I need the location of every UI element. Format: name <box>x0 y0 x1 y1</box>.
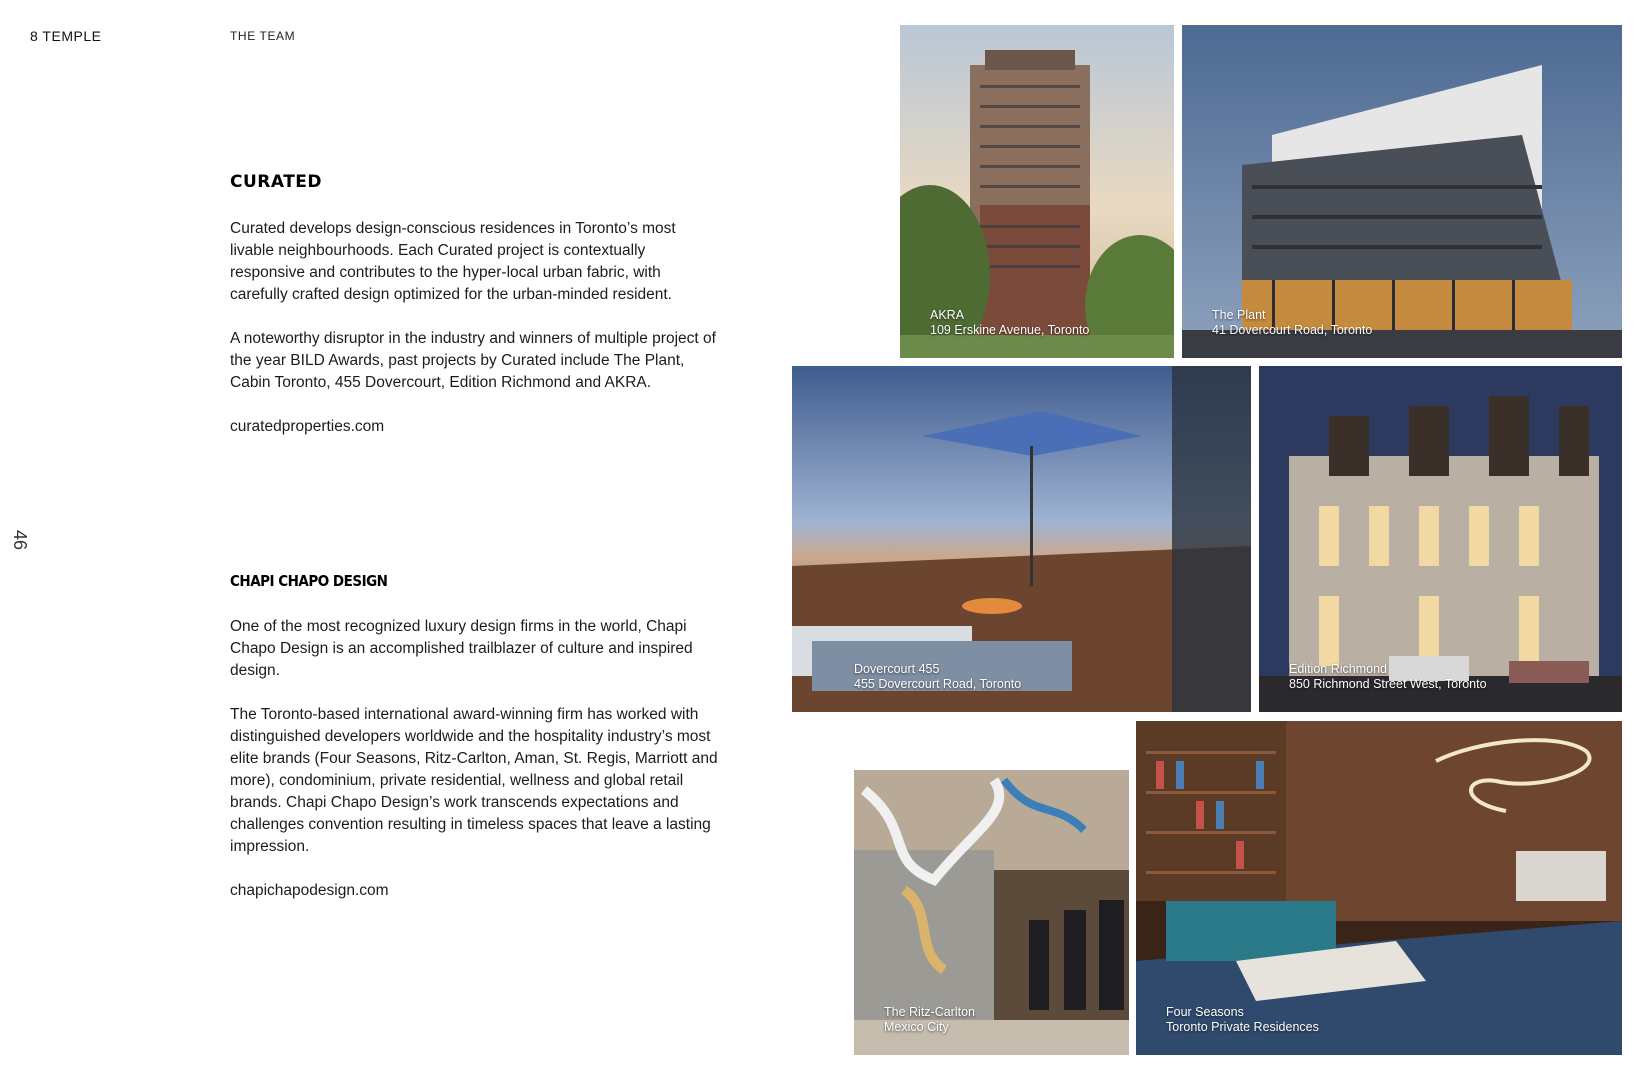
section-label: THE TEAM <box>230 29 296 43</box>
dovercourt-address: 455 Dovercourt Road, Toronto <box>854 677 1022 691</box>
photo-akra <box>900 25 1174 358</box>
plant-name: The Plant <box>1212 308 1266 322</box>
photo-dovercourt-455 <box>792 366 1251 712</box>
curated-section <box>230 172 720 438</box>
fourseasons-name: Four Seasons <box>1166 1005 1244 1019</box>
photo-the-plant <box>1182 25 1622 358</box>
chapi-paragraph-2: The Toronto-based international award-winning firm has worked with distinguished developers worldwide and the hospitality industry’s most elite brands (Four Seasons, Ritz-Carlton, Aman, St. Regis, Marriott and more), condominium, private residential, wellness and global retail brands. Chapi Chapo Design’s work transcends expectations and challenges convention resulting in timeless spaces that leave a lasting impression. <box>230 706 718 855</box>
curated-website-link[interactable]: curatedproperties.com <box>230 418 385 435</box>
brand-logo: 8 TEMPLE <box>30 28 102 44</box>
dovercourt-terrace-illustration <box>792 366 1251 712</box>
curated-paragraph-2: A noteworthy disruptor in the industry and winners of multiple project of the year BILD Awards, past projects by Curated include The Plant, Cabin Toronto, 455 Dovercourt, Edition Richmond and AKRA. <box>230 330 716 391</box>
edition-address: 850 Richmond Street West, Toronto <box>1289 677 1487 691</box>
dovercourt-caption <box>854 662 1021 692</box>
chapi-section <box>230 572 720 902</box>
fourseasons-caption <box>1166 1005 1319 1035</box>
edition-caption <box>1289 662 1487 692</box>
ritz-caption <box>884 1005 975 1035</box>
ritz-name: The Ritz-Carlton <box>884 1005 975 1019</box>
akra-address: 109 Erskine Avenue, Toronto <box>930 323 1090 337</box>
chapi-paragraph-1: One of the most recognized luxury design firms in the world, Chapi Chapo Design is an accomplished trailblazer of culture and inspired design. <box>230 618 693 679</box>
ritz-address: Mexico City <box>884 1020 949 1034</box>
curated-paragraph-1: Curated develops design-conscious residences in Toronto’s most livable neighbourhoods. Each Curated project is contextually responsive and contributes to the hyper-local urban fabric, with carefully crafted design optimized for the urban-minded resident. <box>230 220 676 303</box>
chapi-heading: CHAPI CHAPO DESIGN <box>230 572 388 590</box>
photo-four-seasons <box>1136 721 1622 1055</box>
edition-richmond-illustration <box>1259 366 1622 712</box>
akra-caption <box>930 308 1089 338</box>
photo-ritz-carlton <box>854 770 1129 1055</box>
plant-caption <box>1212 308 1372 338</box>
fourseasons-address: Toronto Private Residences <box>1166 1020 1319 1034</box>
chapi-website-link[interactable]: chapichapodesign.com <box>230 882 389 899</box>
page-number: 46 <box>10 530 30 551</box>
akra-name: AKRA <box>930 308 965 322</box>
dovercourt-name: Dovercourt 455 <box>854 662 940 676</box>
edition-name: Edition Richmond <box>1289 662 1387 676</box>
plant-address: 41 Dovercourt Road, Toronto <box>1212 323 1373 337</box>
photo-edition-richmond <box>1259 366 1622 712</box>
curated-heading: CURATED <box>230 172 323 192</box>
